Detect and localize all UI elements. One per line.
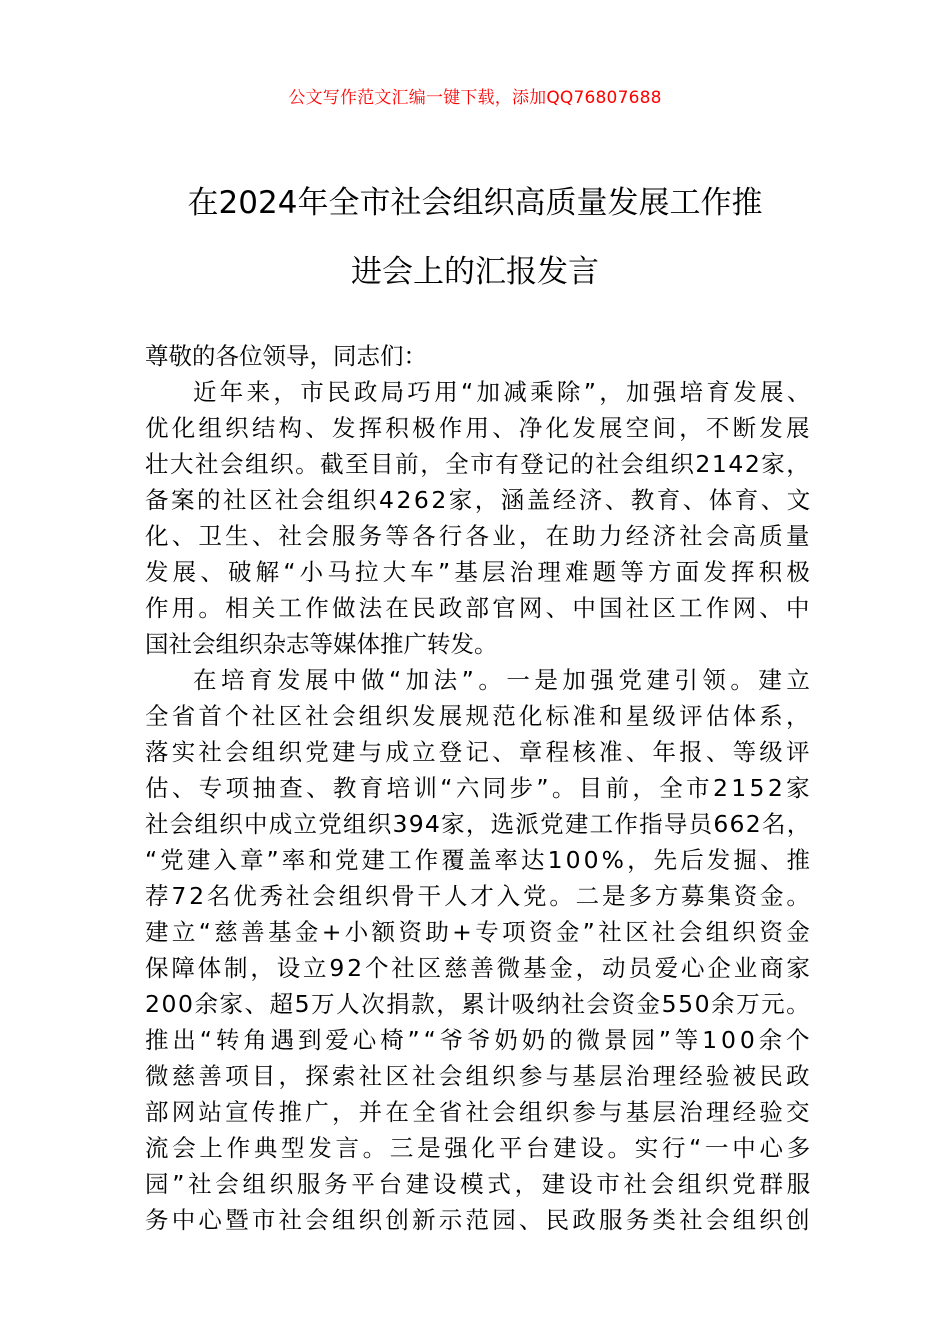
document-body — [145, 338, 815, 1238]
text-line — [145, 1166, 814, 1202]
text-line — [145, 986, 810, 1022]
text-line — [145, 374, 814, 410]
text-line — [145, 878, 813, 914]
text-line-content: 荐72名优秀社会组织骨干人才入党。二是多方募集资金。 — [145, 882, 813, 910]
text-line-content: 园”社会组织服务平台建设模式，建设市社会组织党群服 — [145, 1170, 814, 1198]
text-line-content: 建立“慈善基金+小额资助+专项资金”社区社会组织资金 — [145, 918, 814, 946]
header-note: 公文写作范文汇编一键下载，添加QQ76807688 — [288, 88, 662, 108]
text-line-content: 推出“转角遇到爱心椅”“爷爷奶奶的微景园”等100余个 — [145, 1026, 814, 1054]
text-line-content: 流会上作典型发言。三是强化平台建设。实行“一中心多 — [145, 1134, 814, 1162]
text-line-content: 部网站宣传推广，并在全省社会组织参与基层治理经验交 — [145, 1098, 813, 1126]
text-line — [145, 914, 814, 950]
text-line — [145, 482, 813, 518]
text-line-content: 国社会组织杂志等媒体推广转发。 — [145, 630, 498, 658]
text-line-content: “党建入章”率和党建工作覆盖率达100%，先后发掘、推 — [145, 846, 814, 874]
text-line — [145, 1130, 814, 1166]
text-line — [145, 1058, 813, 1094]
text-line-content: 微慈善项目，探索社区社会组织参与基层治理经验被民政 — [145, 1062, 813, 1090]
text-line — [145, 1094, 813, 1130]
text-line-content: 落实社会组织党建与成立登记、章程核准、年报、等级评 — [145, 738, 813, 766]
text-line-content: 发展、破解“小马拉大车”基层治理难题等方面发挥积极 — [145, 558, 815, 586]
text-line — [145, 410, 813, 446]
paragraph-2 — [145, 662, 815, 1238]
text-line-content: 200余家、超5万人次捐款，累计吸纳社会资金550余万元。 — [145, 990, 812, 1018]
text-line-content: 保障体制，设立92个社区慈善微基金，动员爱心企业商家 — [145, 954, 813, 982]
text-line — [145, 1202, 813, 1238]
text-line-content: 优化组织结构、发挥积极作用、净化发展空间，不断发展 — [145, 414, 813, 442]
text-line — [145, 1022, 814, 1058]
text-line-content: 全省首个社区社会组织发展规范化标准和星级评估体系， — [145, 702, 813, 730]
text-line-content: 近年来，市民政局巧用“加减乘除”，加强培育发展、 — [193, 378, 814, 406]
text-line — [145, 734, 813, 770]
text-line — [145, 626, 810, 662]
text-line — [145, 770, 813, 806]
text-line-content: 务中心暨市社会组织创新示范园、民政服务类社会组织创 — [145, 1206, 813, 1234]
text-line-content: 备案的社区社会组织4262家，涵盖经济、教育、体育、文 — [145, 486, 813, 514]
text-line — [145, 662, 815, 698]
document-title-line-1: 在2024年全市社会组织高质量发展工作推 — [187, 185, 763, 221]
document-title-line-2: 进会上的汇报发言 — [351, 254, 599, 290]
text-line — [145, 842, 814, 878]
salutation-text: 尊敬的各位领导，同志们： — [145, 342, 427, 370]
text-line-content: 社会组织中成立党组织394家，选派党建工作指导员662名， — [145, 810, 812, 838]
paragraph-1 — [145, 374, 815, 662]
salutation — [145, 338, 810, 374]
text-line — [145, 806, 810, 842]
text-line-content: 在培育发展中做“加法”。一是加强党建引领。建立 — [193, 666, 815, 694]
text-line-content: 化、卫生、社会服务等各行各业，在助力经济社会高质量 — [145, 522, 813, 550]
text-line — [145, 698, 813, 734]
text-line — [145, 518, 813, 554]
text-line-content: 估、专项抽查、教育培训“六同步”。目前，全市2152家 — [145, 774, 813, 802]
text-line-content: 作用。相关工作做法在民政部官网、中国社区工作网、中 — [145, 594, 813, 622]
text-line — [145, 554, 815, 590]
text-line — [145, 590, 813, 626]
text-line-content: 壮大社会组织。截至目前，全市有登记的社会组织2142家， — [145, 450, 812, 478]
text-line — [145, 950, 813, 986]
text-line — [145, 446, 810, 482]
